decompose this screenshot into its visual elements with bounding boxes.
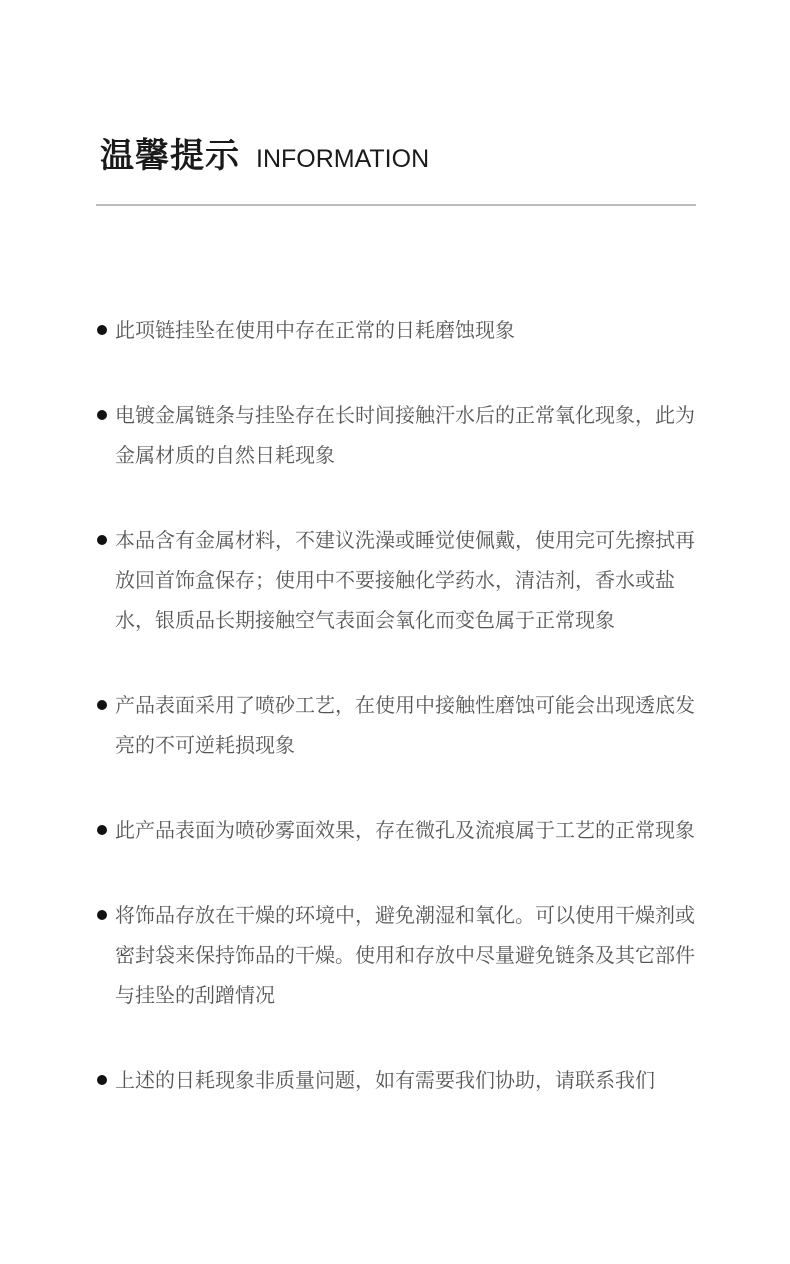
tip-item <box>96 395 696 475</box>
tip-item <box>96 895 696 1015</box>
bullet-icon <box>97 825 107 835</box>
tip-item <box>96 310 696 350</box>
page-subtitle: INFORMATION <box>256 145 430 173</box>
tip-text: 电镀金属链条与挂坠存在长时间接触汗水后的正常氧化现象，此为金属材质的自然日耗现象 <box>115 403 695 467</box>
tip-text: 此产品表面为喷砂雾面效果，存在微孔及流痕属于工艺的正常现象 <box>115 818 695 842</box>
tip-text: 本品含有金属材料，不建议洗澡或睡觉使佩戴，使用完可先擦拭再放回首饰盒保存；使用中不要接触化学药水，清洁剂，香水或盐水，银质品长期接触空气表面会氧化而变色属于正常现象 <box>115 528 695 632</box>
page-title: 温馨提示 <box>100 136 240 176</box>
bullet-icon <box>97 325 107 335</box>
tip-item <box>96 810 696 850</box>
tip-item <box>96 1060 696 1100</box>
bullet-icon <box>97 410 107 420</box>
tip-text: 此项链挂坠在使用中存在正常的日耗磨蚀现象 <box>115 318 515 342</box>
tips-list <box>96 310 696 1145</box>
header-divider <box>96 204 696 206</box>
tip-item <box>96 520 696 640</box>
bullet-icon <box>97 535 107 545</box>
tip-text: 产品表面采用了喷砂工艺，在使用中接触性磨蚀可能会出现透底发亮的不可逆耗损现象 <box>115 693 695 757</box>
bullet-icon <box>97 910 107 920</box>
bullet-icon <box>97 700 107 710</box>
page-header <box>100 128 429 177</box>
tip-item <box>96 685 696 765</box>
tip-text: 将饰品存放在干燥的环境中，避免潮湿和氧化。可以使用干燥剂或密封袋来保持饰品的干燥。使用和存放中尽量避免链条及其它部件与挂坠的刮蹭情况 <box>115 903 695 1007</box>
bullet-icon <box>97 1075 107 1085</box>
tip-text: 上述的日耗现象非质量问题，如有需要我们协助，请联系我们 <box>115 1068 655 1092</box>
